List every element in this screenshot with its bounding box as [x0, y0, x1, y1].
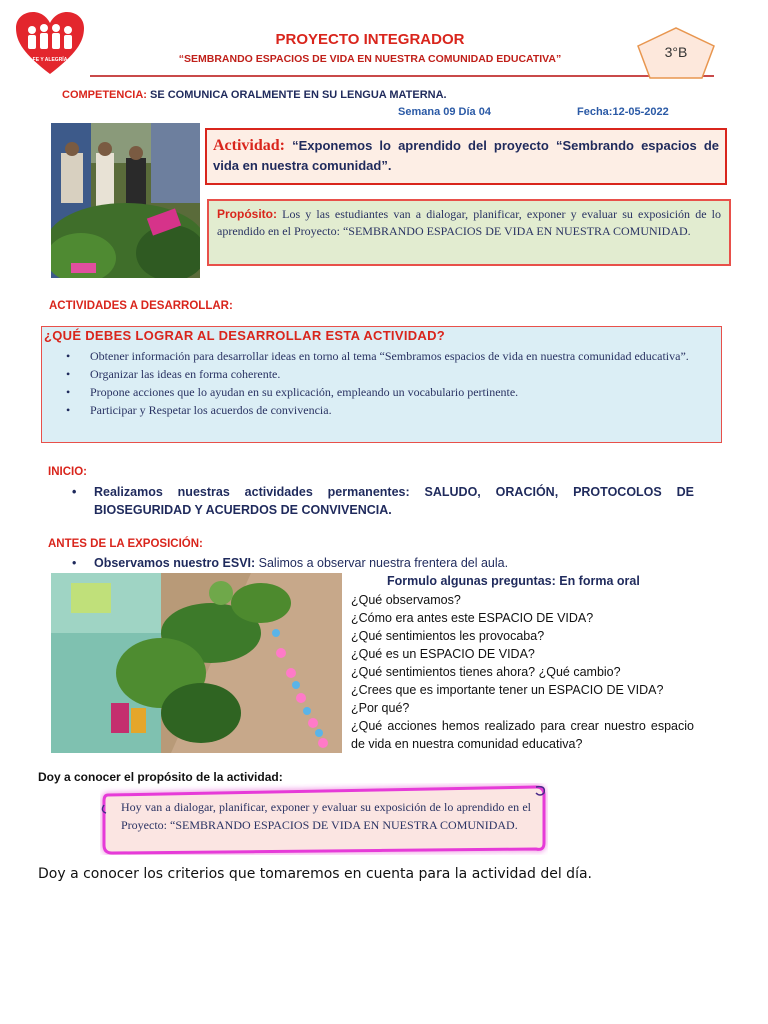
logo-text: FE Y ALEGRÍA — [32, 57, 68, 63]
question-item: ¿Cómo era antes este ESPACIO DE VIDA? — [351, 611, 594, 625]
questions-list — [351, 591, 694, 753]
activity-label: Actividad: — [213, 137, 285, 154]
inicio-text: Realizamos nuestras actividades permanentes: SALUDO, ORACIÓN, PROTOCOLOS DE BIOSEGURIDAD Y ACUERDOS DE CONVIVENCIA. — [94, 485, 694, 517]
week-day: Semana 09 Día 04 — [398, 106, 491, 118]
competencia-label: COMPETENCIA: — [62, 89, 147, 101]
question-item: ¿Crees que es importante tener un ESPACIO DE VIDA? — [351, 683, 664, 697]
goal-item: • Obtener información para desarrollar ideas en torno al tema “Sembramos espacios de vida en nuestra comunidad educativa”. — [62, 349, 718, 364]
question-item: ¿Qué observamos? — [351, 593, 461, 607]
students-garden-photo — [51, 123, 200, 278]
purpose-box — [207, 199, 731, 266]
goals-list — [62, 349, 718, 421]
grade-label: 3°B — [664, 44, 688, 60]
activity-text: “Exponemos lo aprendido del proyecto “Sembrando espacios de vida en nuestra comunidad”. — [213, 138, 719, 173]
esvi-rest: Salimos a observar nuestra frentera del aula. — [255, 556, 509, 570]
inicio-item — [72, 483, 694, 519]
criteria-intro: Doy a conocer los criterios que tomaremos en cuenta para la actividad del día. — [38, 866, 592, 882]
questions-heading: Formulo algunas preguntas: En forma oral — [387, 574, 640, 588]
page-title: PROYECTO INTEGRADOR — [275, 31, 465, 48]
goals-title: ¿QUÉ DEBES LOGRAR AL DESARROLLAR ESTA ACTIVIDAD? — [44, 328, 446, 343]
bullet-icon: • — [72, 485, 77, 499]
project-subtitle: “SEMBRANDO ESPACIOS DE VIDA EN NUESTRA COMUNIDAD EDUCATIVA” — [178, 53, 562, 65]
question-item: ¿Qué acciones hemos realizado para crear nuestro espacio de vida en nuestra comunidad educativa? — [351, 719, 694, 751]
antes-heading: ANTES DE LA EXPOSICIÓN: — [48, 538, 203, 550]
inicio-heading: INICIO: — [48, 466, 87, 478]
bullet-icon: • — [72, 556, 77, 570]
question-item: ¿Por qué? — [351, 701, 410, 715]
scroll-purpose-text: Hoy van a dialogar, planificar, exponer y evaluar su exposición de lo aprendido en el Proyecto: “SEMBRANDO ESPACIOS DE VIDA EN NUESTRA COMUNIDAD. — [121, 800, 531, 832]
esvi-item — [72, 556, 508, 570]
question-item: ¿Qué sentimientos les provocaba? — [351, 629, 545, 643]
purpose-text: Los y las estudiantes van a dialogar, planificar, exponer y evaluar su exposición de lo aprendido en el Proyecto: “SEMBRANDO ESPACIOS DE VIDA EN NUESTRA COMUNIDAD. — [217, 207, 721, 238]
question-item: ¿Qué es un ESPACIO DE VIDA? — [351, 647, 535, 661]
activity-box — [205, 128, 727, 185]
purpose-intro: Doy a conocer el propósito de la actividad: — [38, 770, 283, 784]
esvi-bold: Observamos nuestro ESVI: — [94, 556, 256, 570]
goal-item: • Organizar las ideas en forma coherente. — [62, 367, 718, 382]
header-divider — [90, 75, 714, 77]
question-item: ¿Qué sentimientos tienes ahora? ¿Qué cambio? — [351, 665, 621, 679]
purpose-label: Propósito: — [217, 207, 277, 221]
goal-item: • Participar y Respetar los acuerdos de convivencia. — [62, 403, 718, 418]
goal-item: • Propone acciones que lo ayudan en su explicación, empleando un vocabulario pertinente. — [62, 385, 718, 400]
school-garden-photo — [51, 573, 342, 753]
competencia-value: SE COMUNICA ORALMENTE EN SU LENGUA MATERNA. — [146, 89, 447, 101]
activities-heading: ACTIVIDADES A DESARROLLAR: — [49, 300, 233, 312]
date: Fecha:12-05-2022 — [577, 106, 669, 118]
fe-y-alegria-logo — [14, 10, 86, 76]
competencia-line — [62, 89, 447, 101]
